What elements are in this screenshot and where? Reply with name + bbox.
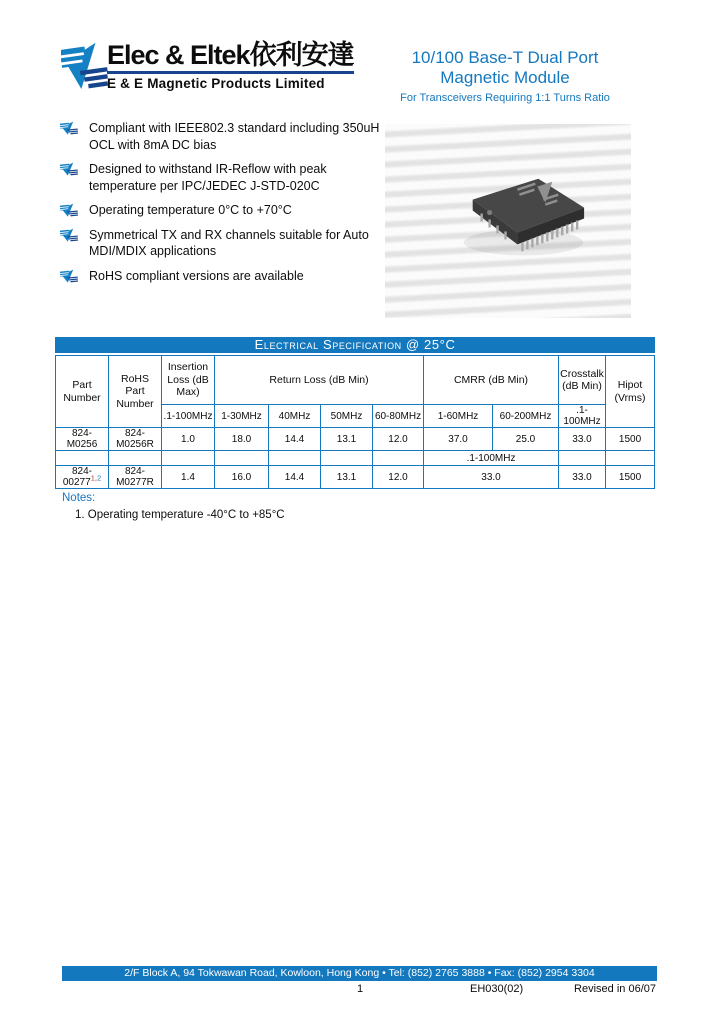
- subheader-crosstalk-band: .1-100MHz: [559, 405, 606, 428]
- col-header-hipot: Hipot (Vrms): [606, 356, 655, 428]
- document-code: EH030(02): [470, 983, 524, 995]
- footer-meta: [0, 983, 720, 999]
- logo-bullet-icon: [60, 203, 78, 217]
- cell-crosstalk: 33.0: [559, 466, 606, 489]
- part-number-text: 824-00277: [62, 466, 92, 488]
- cell-rohs-part-number: 824-M0277R: [109, 466, 162, 489]
- empty-cell: [162, 451, 215, 466]
- company-name: Elec & Eltek依利安達: [107, 40, 354, 74]
- product-title-line2: Magnetic Module: [440, 68, 570, 87]
- cell-insertion-loss: 1.0: [162, 428, 215, 451]
- chip-photo: [385, 124, 631, 318]
- empty-cell: [109, 451, 162, 466]
- subheader-rl-band2: 40MHz: [269, 405, 321, 428]
- col-header-return-loss: Return Loss (dB Min): [215, 356, 424, 405]
- cell-part-number: 824-M0256: [56, 428, 109, 451]
- subheader-cmrr-band2: 60-200MHz: [493, 405, 559, 428]
- company-block: [107, 40, 354, 91]
- list-item: [60, 161, 380, 194]
- notes-label: Notes:: [62, 492, 96, 504]
- table-header-row: [56, 356, 655, 405]
- subheader-rl-band4: 60-80MHz: [373, 405, 424, 428]
- footer-address-bar: 2/F Block A, 94 Tokwawan Road, Kowloon, Hong Kong • Tel: (852) 2765 3888 • Fax: (852) 2954 3304: [62, 966, 657, 981]
- spec-table: [55, 355, 655, 489]
- table-row: [56, 466, 655, 489]
- cell-return-loss-4: 12.0: [373, 428, 424, 451]
- cell-rohs-part-number: 824-M0256R: [109, 428, 162, 451]
- logo-bullet-icon: [60, 121, 78, 135]
- product-subtitle: For Transceivers Requiring 1:1 Turns Ratio: [400, 92, 610, 104]
- col-header-part-number: Part Number: [56, 356, 109, 428]
- col-header-insertion-loss: Insertion Loss (dB Max): [162, 356, 215, 405]
- page-number: 1: [356, 983, 364, 995]
- table-row: [56, 428, 655, 451]
- logo-bullet-icon: [60, 269, 78, 283]
- col-header-cmrr: CMRR (dB Min): [424, 356, 559, 405]
- list-item: [60, 120, 380, 153]
- logo-bullet-icon: [60, 228, 78, 242]
- note-item: 1. Operating temperature -40°C to +85°C: [75, 509, 285, 521]
- feature-list: [60, 120, 380, 284]
- cell-return-loss-1: 16.0: [215, 466, 269, 489]
- cell-cmrr-band-label: .1-100MHz: [424, 451, 559, 466]
- logo-bullet-icon: [60, 162, 78, 176]
- cell-hipot: 1500: [606, 428, 655, 451]
- cell-cmrr-1: 37.0: [424, 428, 493, 451]
- product-title-block: [385, 48, 625, 104]
- note-reference: 1,2: [90, 473, 102, 483]
- feature-text: Designed to withstand IR-Reflow with peak temperature per IPC/JEDEC J-STD-020C: [89, 162, 327, 193]
- feature-text: Symmetrical TX and RX channels suitable for Auto MDI/MDIX applications: [89, 227, 369, 258]
- cell-return-loss-2: 14.4: [269, 466, 321, 489]
- spec-section: [55, 337, 655, 489]
- product-photo: [385, 124, 631, 318]
- cell-cmrr-2: 25.0: [493, 428, 559, 451]
- feature-text: Operating temperature 0°C to +70°C: [89, 203, 292, 217]
- cell-cmrr: 33.0: [424, 466, 559, 489]
- empty-cell: [215, 451, 269, 466]
- subheader-cmrr-band1: 1-60MHz: [424, 405, 493, 428]
- company-subtitle: E & E Magnetic Products Limited: [107, 76, 325, 91]
- list-item: [60, 227, 380, 260]
- product-title-line1: 10/100 Base-T Dual Port: [411, 48, 599, 67]
- cell-return-loss-1: 18.0: [215, 428, 269, 451]
- feature-text: RoHS compliant versions are available: [89, 268, 304, 283]
- cell-hipot: 1500: [606, 466, 655, 489]
- cell-insertion-loss: 1.4: [162, 466, 215, 489]
- empty-cell: [56, 451, 109, 466]
- empty-cell: [606, 451, 655, 466]
- empty-cell: [269, 451, 321, 466]
- spec-table-title: Electrical Specification @ 25°C: [55, 337, 655, 353]
- cell-return-loss-3: 13.1: [321, 428, 373, 451]
- cell-return-loss-4: 12.0: [373, 466, 424, 489]
- list-item: [60, 202, 380, 219]
- subheader-rl-band3: 50MHz: [321, 405, 373, 428]
- cell-return-loss-2: 14.4: [269, 428, 321, 451]
- revision-date: Revised in 06/07: [574, 983, 656, 995]
- empty-cell: [559, 451, 606, 466]
- notes-section: [62, 492, 285, 521]
- cell-crosstalk: 33.0: [559, 428, 606, 451]
- cell-part-number: [56, 466, 109, 489]
- empty-cell: [373, 451, 424, 466]
- col-header-crosstalk: Crosstalk (dB Min): [559, 356, 606, 405]
- subheader-rl-band1: 1-30MHz: [215, 405, 269, 428]
- feature-text: Compliant with IEEE802.3 standard including 350uH OCL with 8mA DC bias: [89, 121, 380, 152]
- list-item: [60, 268, 380, 285]
- col-header-rohs-part-number: RoHS Part Number: [109, 356, 162, 428]
- empty-cell: [321, 451, 373, 466]
- table-band-row: [56, 451, 655, 466]
- company-logo-icon: [61, 36, 108, 95]
- cell-return-loss-3: 13.1: [321, 466, 373, 489]
- subheader-insertion-band: .1-100MHz: [162, 405, 215, 428]
